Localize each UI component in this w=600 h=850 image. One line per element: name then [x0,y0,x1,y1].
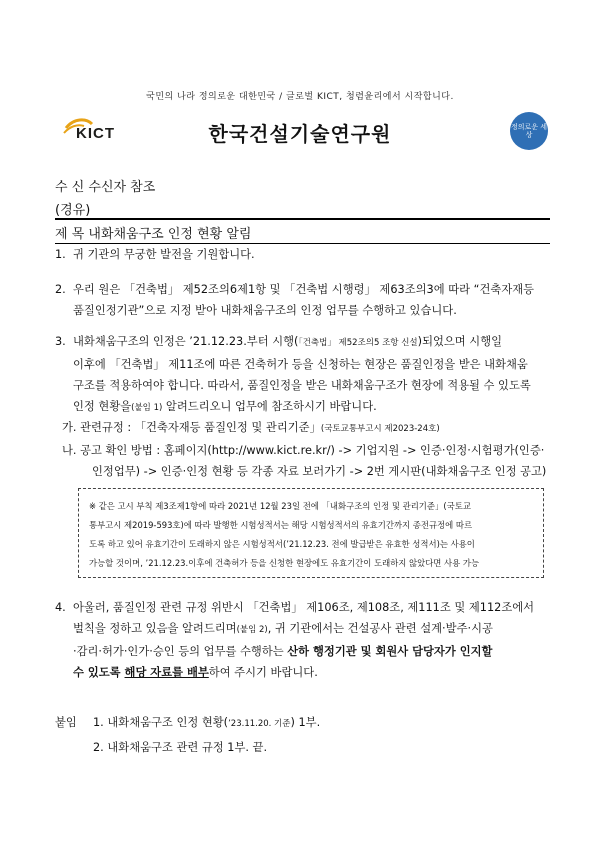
slogan: 국민의 나라 정의로운 대한민국 / 글로벌 KICT, 청렴윤리에서 시작합니다. [146,92,454,102]
attachments: 붙임 1. 내화채움구조 인정 현황(’23.11.20. 기준) 1부. 2. 내화채움구조 관련 규정 1부. 끝. [55,712,555,758]
integrity-emblem-icon [510,112,548,150]
paragraph-2: 2. 우리 원은 「건축법」 제52조의6제1항 및 「건축법 시행령」 제63조의3에 따라 “건축자재등 품질인정기관”으로 지정 받아 내화채움구조의 인정 업무를 수행하고 있습니다. [55,283,535,317]
via-line: (경유) [55,203,91,218]
paragraph-3: 3. 내화채움구조의 인정은 ’21.12.23.부터 시행(「건축법」 제52조의5 조항 신설)되었으며 시행일 이후에 「건축법」 제11조에 따른 건축허가 등을 신청하는 현장은 품질인정을 받은 내화채움 구조를 적용하여야 합니다. 따라서, 품질인정을 받은 내화채움구조가 현장에 적용될 수 있도록 인정 현황을(붙임 1) 알려드리오니 업무에 참조하시기 바랍니다. [55,335,531,413]
paragraph-4: 4. 아울러, 품질인정 관련 규정 위반시 「건축법」 제106조, 제108조, 제111조 및 제112조에서 벌칙을 정하고 있음을 알려드리며(붙임 2), 귀 기관에서는 건설공사 관련 설계·발주·시공 ·감리·허가·인가·승인 등의 업무를 수행하는 산하 행정기관 및 회원사 담당자가 인지할 수 있도록 해당 자료를 배부하여 주시기 바랍니다. [55,601,535,679]
recipient-line: 수 신 수신자 참조 [55,180,156,195]
page-title: 한국건설기술연구원 [208,122,392,146]
item-ga: 가. 관련규정 : 「건축자재등 품질인정 및 관리기준」(국토교통부고시 제2023-24호) [62,421,440,434]
subject-line: 제 목 내화채움구조 인정 현황 알림 [55,227,252,242]
emblem-text: 정의로운 세상 [510,123,548,139]
attachments-label: 붙임 [55,716,77,729]
logo-text: KICT [76,125,115,142]
item-na: 나. 공고 확인 방법 : 홈페이지(http://www.kict.re.kr/) -> 기업지원 -> 인증·인정·시험평가(인증· 인정업무) -> 인증·인정 현황 등 각종 자료 보러가기 -> 2번 게시판(내화채움구조 인정 공고) [62,444,547,478]
divider [55,218,550,220]
notice-box: ※ 같은 고시 부칙 제3조제1항에 따라 2021년 12월 23일 전에 「내화구조의 인정 및 관리기준」(국토교 통부고시 제2019-593호)에 따라 발행한 시험성적서는 해당 시험성적서의 유효기간까지 종전규정에 따르 도록 하고 있어 유효기간이 도래하지 않은 시험성적서(’21.12.23. 전에 발급받은 유효한 성적서)는 사용이 가능할 것이며, ’21.12.23.이후에 건축허가 등을 신청한 현장에도 유효기간이 도래하지 않았다면 사용 가능 [78,488,544,578]
paragraph-1: 1. 귀 기관의 무궁한 발전을 기원합니다. [55,248,255,261]
